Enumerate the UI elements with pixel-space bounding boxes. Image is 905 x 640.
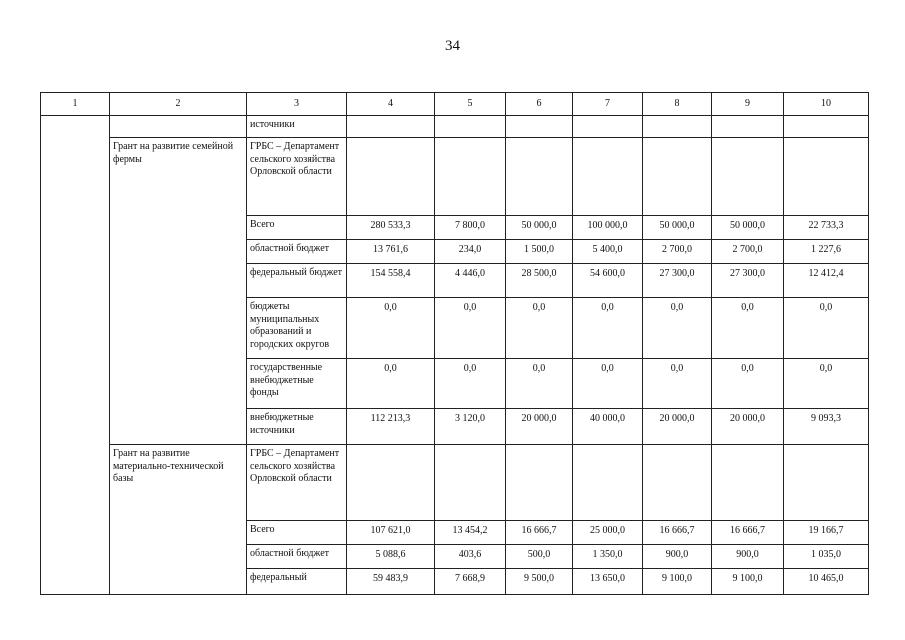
- value-cell: 59 483,9: [347, 569, 435, 595]
- value-cell: 0,0: [347, 359, 435, 409]
- value-cell: 100 000,0: [573, 216, 643, 240]
- value-cell: 7 800,0: [435, 216, 506, 240]
- value-cell: 0,0: [784, 359, 869, 409]
- value-cell: 1 035,0: [784, 545, 869, 569]
- funding-source-cell: областной бюджет: [247, 240, 347, 264]
- value-cell: 16 666,7: [712, 521, 784, 545]
- funding-source-cell: государственные внебюджетные фонды: [247, 359, 347, 409]
- value-cell: 1 227,6: [784, 240, 869, 264]
- value-cell: [784, 116, 869, 138]
- value-cell: 5 088,6: [347, 545, 435, 569]
- value-cell: 9 500,0: [506, 569, 573, 595]
- value-cell: 0,0: [643, 359, 712, 409]
- budget-table: [40, 92, 869, 595]
- table-body: [41, 93, 869, 595]
- value-cell: 50 000,0: [712, 216, 784, 240]
- header-cell: 9: [712, 93, 784, 116]
- value-cell: [506, 445, 573, 521]
- value-cell: [506, 116, 573, 138]
- event-title-cell: Грант на развитие материально-технической базы: [110, 445, 247, 595]
- funding-source-cell: Всего: [247, 216, 347, 240]
- value-cell: 900,0: [712, 545, 784, 569]
- event-cell: [110, 116, 247, 138]
- header-cell: 1: [41, 93, 110, 116]
- header-row: [41, 93, 869, 116]
- header-cell: 8: [643, 93, 712, 116]
- header-cell: 10: [784, 93, 869, 116]
- value-cell: [435, 445, 506, 521]
- table-row: [41, 445, 869, 521]
- value-cell: [435, 116, 506, 138]
- value-cell: 20 000,0: [506, 409, 573, 445]
- value-cell: 9 100,0: [643, 569, 712, 595]
- header-cell: 5: [435, 93, 506, 116]
- funding-source-cell: федеральный бюджет: [247, 264, 347, 298]
- value-cell: 10 465,0: [784, 569, 869, 595]
- value-cell: 0,0: [506, 359, 573, 409]
- funding-source-cell: областной бюджет: [247, 545, 347, 569]
- value-cell: 107 621,0: [347, 521, 435, 545]
- value-cell: [784, 445, 869, 521]
- value-cell: [784, 138, 869, 216]
- funding-source-cell: федеральный: [247, 569, 347, 595]
- header-cell: 4: [347, 93, 435, 116]
- value-cell: 2 700,0: [643, 240, 712, 264]
- value-cell: 28 500,0: [506, 264, 573, 298]
- value-cell: 22 733,3: [784, 216, 869, 240]
- value-cell: 0,0: [435, 359, 506, 409]
- value-cell: 54 600,0: [573, 264, 643, 298]
- value-cell: 403,6: [435, 545, 506, 569]
- event-title-cell: Грант на развитие семейной фермы: [110, 138, 247, 445]
- value-cell: 1 500,0: [506, 240, 573, 264]
- grbs-cell: ГРБС – Департамент сельского хозяйства Орловской области: [247, 138, 347, 216]
- value-cell: 25 000,0: [573, 521, 643, 545]
- value-cell: [347, 138, 435, 216]
- value-cell: [573, 445, 643, 521]
- header-cell: 6: [506, 93, 573, 116]
- value-cell: 0,0: [573, 298, 643, 359]
- header-cell: 3: [247, 93, 347, 116]
- value-cell: 154 558,4: [347, 264, 435, 298]
- value-cell: 13 454,2: [435, 521, 506, 545]
- value-cell: [643, 116, 712, 138]
- value-cell: [712, 116, 784, 138]
- value-cell: 27 300,0: [712, 264, 784, 298]
- table-row: [41, 138, 869, 216]
- value-cell: [573, 138, 643, 216]
- value-cell: 1 350,0: [573, 545, 643, 569]
- page-number: 34: [445, 38, 460, 54]
- value-cell: 0,0: [435, 298, 506, 359]
- value-cell: 0,0: [573, 359, 643, 409]
- source-label-cell: источники: [247, 116, 347, 138]
- value-cell: 40 000,0: [573, 409, 643, 445]
- value-cell: [435, 138, 506, 216]
- value-cell: 13 650,0: [573, 569, 643, 595]
- header-cell: 7: [573, 93, 643, 116]
- value-cell: 500,0: [506, 545, 573, 569]
- value-cell: 0,0: [643, 298, 712, 359]
- value-cell: 3 120,0: [435, 409, 506, 445]
- value-cell: 19 166,7: [784, 521, 869, 545]
- value-cell: [506, 138, 573, 216]
- value-cell: 16 666,7: [506, 521, 573, 545]
- value-cell: 0,0: [784, 298, 869, 359]
- value-cell: [347, 116, 435, 138]
- value-cell: 7 668,9: [435, 569, 506, 595]
- value-cell: 0,0: [347, 298, 435, 359]
- value-cell: 20 000,0: [712, 409, 784, 445]
- value-cell: 16 666,7: [643, 521, 712, 545]
- value-cell: 5 400,0: [573, 240, 643, 264]
- value-cell: 2 700,0: [712, 240, 784, 264]
- value-cell: 9 100,0: [712, 569, 784, 595]
- value-cell: 0,0: [712, 359, 784, 409]
- value-cell: [712, 445, 784, 521]
- value-cell: [643, 138, 712, 216]
- value-cell: 234,0: [435, 240, 506, 264]
- value-cell: 900,0: [643, 545, 712, 569]
- value-cell: 112 213,3: [347, 409, 435, 445]
- value-cell: [573, 116, 643, 138]
- funding-source-cell: бюджеты муниципальных образований и городских округов: [247, 298, 347, 359]
- value-cell: 0,0: [506, 298, 573, 359]
- value-cell: 20 000,0: [643, 409, 712, 445]
- value-cell: [643, 445, 712, 521]
- value-cell: 27 300,0: [643, 264, 712, 298]
- table-row: [41, 116, 869, 138]
- header-cell: 2: [110, 93, 247, 116]
- funding-source-cell: внебюджетные источники: [247, 409, 347, 445]
- value-cell: [712, 138, 784, 216]
- value-cell: [347, 445, 435, 521]
- value-cell: 50 000,0: [506, 216, 573, 240]
- value-cell: 50 000,0: [643, 216, 712, 240]
- value-cell: 9 093,3: [784, 409, 869, 445]
- value-cell: 280 533,3: [347, 216, 435, 240]
- grbs-cell: ГРБС – Департамент сельского хозяйства Орловской области: [247, 445, 347, 521]
- funding-source-cell: Всего: [247, 521, 347, 545]
- value-cell: 4 446,0: [435, 264, 506, 298]
- value-cell: 13 761,6: [347, 240, 435, 264]
- row-number-cell: [41, 116, 110, 595]
- value-cell: 0,0: [712, 298, 784, 359]
- value-cell: 12 412,4: [784, 264, 869, 298]
